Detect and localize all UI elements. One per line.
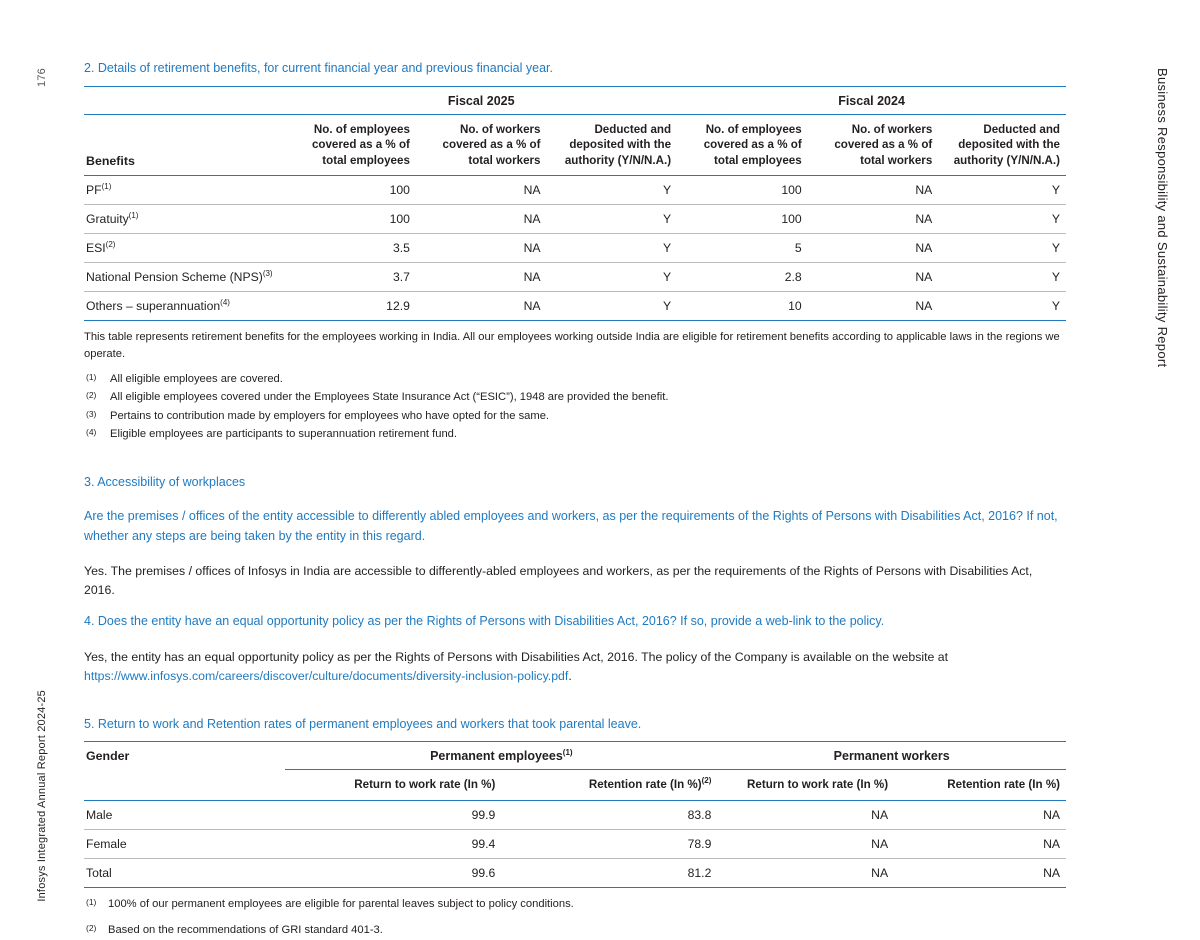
column-header-retention-rate-employees (501, 770, 717, 801)
cell-value: NA (894, 829, 1066, 858)
row-label-text: ESI (86, 241, 106, 256)
row-label-text: Others – superannuation (86, 299, 221, 314)
row-label-footnote-mark: (4) (220, 298, 230, 308)
cell-value: 12.9 (285, 292, 416, 321)
column-header-deposited-2025: Deducted and deposited with the authority (Y/N/N.A.) (547, 114, 678, 176)
footnote-mark: (4) (86, 427, 97, 438)
cell-value: 2.8 (677, 263, 808, 292)
row-label (84, 263, 285, 292)
cell-value: 99.4 (285, 829, 501, 858)
group-header-fiscal-2024: Fiscal 2024 (677, 86, 1066, 114)
row-label (84, 176, 285, 205)
cell-value: Y (547, 263, 678, 292)
row-label-footnote-mark: (1) (128, 211, 139, 221)
cell-value: 3.7 (285, 263, 416, 292)
cell-value: Y (938, 205, 1066, 234)
row-label-footnote-mark: (3) (262, 269, 273, 279)
section-4-answer-post: . (568, 668, 572, 683)
cell-value: Y (547, 205, 678, 234)
row-label: Female (84, 829, 285, 858)
page-content (84, 60, 1066, 940)
cell-value: 78.9 (501, 829, 717, 858)
footnote-text: All eligible employees are covered. (110, 372, 283, 385)
group-header-label: Permanent employees (430, 749, 563, 764)
cell-value: NA (808, 292, 939, 321)
footnote-text: Based on the recommendations of GRI standard 401-3. (108, 923, 383, 936)
diversity-inclusion-policy-link[interactable]: https://www.infosys.com/careers/discover/culture/documents/diversity-inclusion-policy.pdf (84, 668, 569, 683)
cell-value: NA (416, 292, 547, 321)
cell-value: NA (717, 800, 894, 829)
row-label: Male (84, 800, 285, 829)
footnote-text: All eligible employees covered under the Employees State Insurance Act (“ESIC”), 1948 are provided the benefit. (110, 391, 669, 404)
footnote-list (84, 370, 1066, 444)
cell-value: 81.2 (501, 858, 717, 887)
column-header-gender: Gender (84, 742, 285, 801)
table-row (84, 292, 1066, 321)
column-header-label: Retention rate (In %) (588, 778, 702, 792)
section-3-question: Are the premises / offices of the entity accessible to differently abled employees and workers, as per the requirements of the Rights of Persons with Disabilities Act, 2016? If not, whether any steps are being taken by the entity in this regard. (84, 509, 1058, 543)
group-header-permanent-workers (717, 742, 1066, 770)
cell-value: NA (416, 205, 547, 234)
table-note: This table represents retirement benefits for the employees working in India. All our employees working outside India are eligible for retirement benefits according to applicable laws in the regions we operate. (84, 331, 1060, 360)
footnote-item (84, 388, 1066, 406)
column-header-label: Return to work rate (In %) (747, 778, 889, 792)
section-4-answer-pre: Yes, the entity has an equal opportunity policy as per the Rights of Persons with Disabilities Act, 2016. The policy of the Company is available on the website at (84, 649, 949, 664)
footnote-item (84, 370, 1066, 388)
footnote-mark: (1) (86, 896, 97, 907)
cell-value: Y (938, 176, 1066, 205)
cell-value: 100 (677, 205, 808, 234)
footnote-item (84, 896, 1066, 914)
table-column-header-row (84, 114, 1066, 176)
section-5-title: 5. Return to work and Retention rates of permanent employees and workers that took parental leave. (84, 716, 642, 731)
group-header-fiscal-2025: Fiscal 2025 (285, 86, 677, 114)
section-header-vertical: Business Responsibility and Sustainability Report (1155, 68, 1170, 368)
row-label-text: PF (86, 183, 102, 198)
column-header-footnote-mark: (2) (701, 776, 712, 786)
footnote-text: Eligible employees are participants to superannuation retirement fund. (110, 428, 458, 441)
table-row (84, 176, 1066, 205)
cell-value: 100 (677, 176, 808, 205)
table-row (84, 263, 1066, 292)
group-header-footnote-mark: (1) (562, 747, 573, 757)
row-label-text: Gratuity (86, 212, 129, 227)
table-row (84, 858, 1066, 887)
cell-value: NA (416, 263, 547, 292)
cell-value: Y (938, 292, 1066, 321)
column-header-benefits: Benefits (84, 114, 285, 176)
column-header-retention-rate-workers (894, 770, 1066, 801)
cell-value: NA (717, 829, 894, 858)
cell-value: 99.9 (285, 800, 501, 829)
group-header-label: Permanent workers (833, 749, 950, 764)
row-label-footnote-mark: (2) (105, 240, 116, 250)
section-3-answer: Yes. The premises / offices of Infosys in India are accessible to differently-abled employees and workers, as per the requirements of the Rights of Persons with Disabilities Act, 2016. (84, 564, 1033, 598)
footnote-text: Pertains to contribution made by employers for employees who have opted for the same. (110, 409, 550, 422)
return-to-work-table (84, 741, 1066, 888)
cell-value: 83.8 (501, 800, 717, 829)
footnote-mark: (2) (86, 922, 97, 933)
cell-value: 5 (677, 234, 808, 263)
table-group-header-row (84, 86, 1066, 114)
group-header-permanent-employees (285, 742, 717, 770)
cell-value: Y (938, 234, 1066, 263)
cell-value: NA (894, 800, 1066, 829)
cell-value: 100 (285, 176, 416, 205)
column-header-return-rate-employees (285, 770, 501, 801)
cell-value: NA (416, 176, 547, 205)
column-header-label: Return to work rate (In %) (354, 778, 496, 792)
footnote-mark: (2) (86, 390, 97, 401)
column-header-emp-pct-2025: No. of employees covered as a % of total employees (285, 114, 416, 176)
report-footer-vertical: Infosys Integrated Annual Report 2024-25 (36, 690, 48, 902)
cell-value: NA (416, 234, 547, 263)
row-label-text: National Pension Scheme (NPS) (86, 270, 263, 285)
row-label-footnote-mark: (1) (101, 182, 112, 192)
table-row (84, 234, 1066, 263)
table-row (84, 829, 1066, 858)
cell-value: 10 (677, 292, 808, 321)
footnote-mark: (1) (86, 371, 97, 382)
section-3-title: 3. Accessibility of workplaces (84, 474, 246, 489)
cell-value: 99.6 (285, 858, 501, 887)
cell-value: Y (938, 263, 1066, 292)
section-2-title: 2. Details of retirement benefits, for current financial year and previous financial year. (84, 61, 553, 75)
footnote-item (84, 922, 1066, 940)
row-label (84, 292, 285, 321)
column-header-wrk-pct-2024: No. of workers covered as a % of total workers (808, 114, 939, 176)
cell-value: 100 (285, 205, 416, 234)
row-label (84, 234, 285, 263)
retirement-benefits-table (84, 86, 1066, 322)
row-label: Total (84, 858, 285, 887)
footnote-mark: (3) (86, 408, 97, 419)
table-row (84, 800, 1066, 829)
cell-value: NA (808, 263, 939, 292)
cell-value: NA (717, 858, 894, 887)
table-group-header-row (84, 742, 1066, 770)
footnote-item (84, 425, 1066, 443)
cell-value: 3.5 (285, 234, 416, 263)
footnote-item (84, 407, 1066, 425)
cell-value: NA (808, 205, 939, 234)
page-number: 176 (36, 68, 48, 87)
group-header-blank (84, 86, 285, 114)
section-4-question: 4. Does the entity have an equal opportunity policy as per the Rights of Persons with Disabilities Act, 2016? If so, provide a web-link to the policy. (84, 614, 885, 629)
cell-value: NA (808, 176, 939, 205)
cell-value: Y (547, 292, 678, 321)
row-label (84, 205, 285, 234)
column-header-wrk-pct-2025: No. of workers covered as a % of total workers (416, 114, 547, 176)
cell-value: Y (547, 234, 678, 263)
column-header-return-rate-workers (717, 770, 894, 801)
cell-value: NA (808, 234, 939, 263)
table-row (84, 205, 1066, 234)
cell-value: Y (547, 176, 678, 205)
section-4-answer (84, 648, 1066, 686)
column-header-label: Retention rate (In %) (947, 778, 1060, 792)
column-header-emp-pct-2024: No. of employees covered as a % of total employees (677, 114, 808, 176)
cell-value: NA (894, 858, 1066, 887)
column-header-deposited-2024: Deducted and deposited with the authority (Y/N/N.A.) (938, 114, 1066, 176)
footnote-text: 100% of our permanent employees are eligible for parental leaves subject to policy conditions. (108, 897, 574, 910)
